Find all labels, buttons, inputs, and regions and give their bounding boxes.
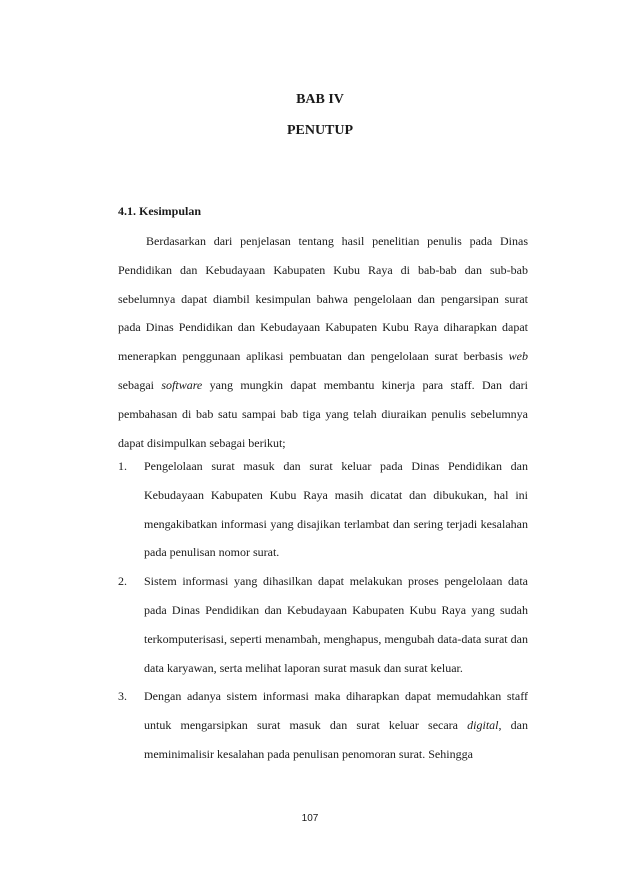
list-marker: 2. xyxy=(118,574,127,589)
list-item-text: Sistem informasi yang dihasilkan dapat melakukan proses pengelolaan data pada Dinas Pendidikan dan Kebudayaan Kabupaten Kubu Raya yang sudah terkomputerisasi, seperti menambah, menghapus, mengubah data-data surat dan data karyawan, serta melihat laporan surat masuk dan surat keluar. xyxy=(144,574,528,675)
list-item-text xyxy=(144,689,528,761)
list-item xyxy=(118,452,528,567)
paragraph-text: Berdasarkan dari penjelasan tentang hasil penelitian penulis pada Dinas Pendidikan dan Kebudayaan Kabupaten Kubu Raya di bab-bab dan sub-bab sebelumnya dapat diambil kesimpulan bahwa pengelolaan dan pengarsipan surat pada Dinas Pendidikan dan Kebudayaan Kabupaten Kubu Raya diharapkan dapat menerapkan penggunaan aplikasi pembuatan dan pengelolaan surat berbasis xyxy=(118,234,528,364)
chapter-title: PENUTUP xyxy=(286,123,354,138)
conclusion-paragraph xyxy=(118,227,528,457)
paragraph-italic-software: software xyxy=(161,377,203,392)
list-marker: 1. xyxy=(118,459,127,473)
section-heading: 4.1. Kesimpulan xyxy=(118,204,202,218)
chapter-number: BAB IV xyxy=(296,92,344,107)
list-item-italic-digital: digital xyxy=(467,718,499,733)
list-item-text-part: , dan meminimalisir kesalahan pada penulisan penomoran surat. Sehingga xyxy=(144,718,528,761)
list-item-text: Pengelolaan surat masuk dan surat keluar pada Dinas Pendidikan dan Kebudayaan Kabupaten Kubu Raya masih dicatat dan dibukukan, hal ini mengakibatkan informasi yang disajikan terlambat dan sering terjadi kesalahan pada penulisan nomor surat. xyxy=(144,459,528,560)
paragraph-text: sebagai xyxy=(118,377,162,392)
paragraph-italic-web: web xyxy=(508,349,528,364)
list-item-text-part: Dengan adanya sistem informasi maka diharapkan dapat memudahkan staff untuk mengarsipkan surat masuk dan surat keluar secara xyxy=(144,689,528,733)
list-marker: 3. xyxy=(118,689,127,704)
page-number: 107 xyxy=(301,813,319,824)
list-item xyxy=(118,567,528,682)
list-item xyxy=(118,682,528,768)
conclusion-list xyxy=(118,452,528,769)
paragraph-text: yang mungkin dapat membantu kinerja para staff. Dan dari pembahasan di bab satu sampai bab tiga yang telah diuraikan penulis sebelumnya dapat disimpulkan sebagai berikut; xyxy=(118,377,528,450)
